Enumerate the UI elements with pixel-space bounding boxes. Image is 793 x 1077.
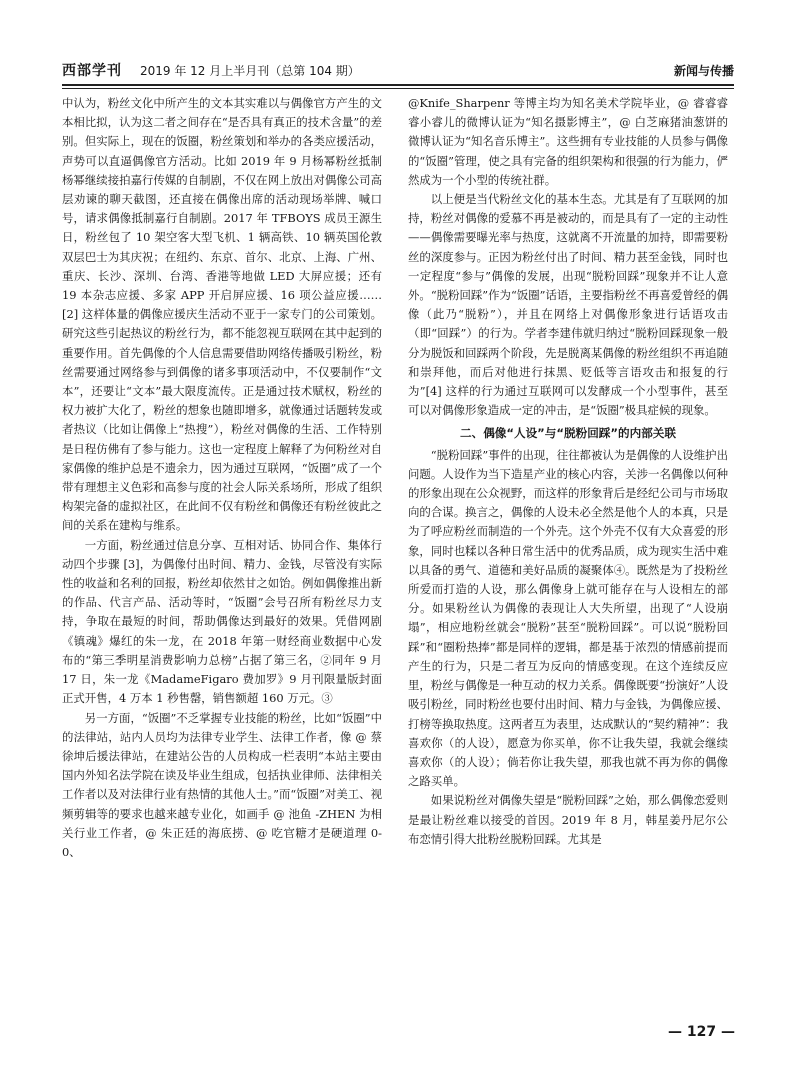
paragraph: 一方面，粉丝通过信息分享、互相对话、协同合作、集体行动四个步骤 [3]，为偶像付出时间、精力、金钱，尽管没有实际性的收益和名利的回报，粉丝却依然甘之如饴。例如偶像推出新的作品、代言产品、活动等时，“饭圈”会号召所有粉丝尽力支持，争取在最短的时间，帮助偶像达到最好的效果。凭借网剧《镇魂》爆红的朱一龙，在 2018 年第一财经商业数据中心发布的“第三季明星消费影响力总榜”占据了第三名，②同年 9 月 17 日，朱一龙《MadameFigaro 费加罗》9 月刊限量版封面正式开售，4 万本 1 秒售罄，销售额超 160 万元。③ [62,537,382,706]
page-number: — 127 — [668,1024,735,1040]
left-column [62,94,382,1012]
right-column [408,94,728,1012]
paragraph: 如果说粉丝对偶像失望是“脱粉回踩”之始，那么偶像恋爱则是最让粉丝难以接受的首因。2019 年 8 月，韩星姜丹尼尔公布恋情引得大批粉丝脱粉回踩。尤其是 [408,793,728,846]
journal-masthead: 西部学刊 [62,63,122,79]
issue-info: 2019 年 12 月上半月刊（总第 104 期） [140,64,360,78]
page-header [62,58,734,82]
header-rule-thick [62,84,734,86]
paragraph: @Knife_Sharpenr 等博主均为知名美术学院毕业，@ 睿睿睿睿小睿儿的微博认证为“知名摄影博主”，@ 白芝麻猪油葱饼的微博认证为“知名音乐博主”。这些拥有专业技能的人员参与偶像的“饭圈”管理，使之具有完备的组织架构和很强的行为能力，俨然成为一个小型的传统社群。 [408,96,728,187]
header-rule-thin [62,88,734,89]
paragraph: 以上便是当代粉丝文化的基本生态。尤其是有了互联网的加持，粉丝对偶像的爱慕不再是被动的，而是具有了一定的主动性——偶像需要曝光率与热度，这就离不开流量的加持，即需要粉丝的深度参与。正因为粉丝付出了时间、精力甚至金钱，同时也一定程度“参与”偶像的发展，出现“脱粉回踩”现象并不让人意外。“脱粉回踩”作为“饭圈”话语，主要指粉丝不再喜爱曾经的偶像（此乃“脱粉”），并且在网络上对偶像形象进行话语攻击（即“回踩”）的行为。学者李建伟就归纳过“脱粉回踩现象一般分为脱饭和回踩两个阶段，先是脱离某偶像的粉丝组织不再追随和崇拜他，而后对他进行抹黑、贬低等言语攻击和报复的行为”[4] 这样的行为通过互联网可以发酵成一个小型事件，甚至可以对偶像形象造成一定的冲击，是“饭圈”极具症候的现象。 [408,192,728,418]
section-title: 新闻与传播 [673,64,734,78]
section-heading: 二、偶像“人设”与“脱粉回踩”的内部关联 [460,426,676,441]
paragraph: 另一方面，“饭圈”不乏掌握专业技能的粉丝，比如“饭圈”中的法律站，站内人员均为法律专业学生、法律工作者，像 @ 蔡徐坤后援法律站，在建站公告的人员构成一栏表明“本站主要由国内外知名法学院在读及毕业生组成，包括执业律师、法律相关工作者以及对法律行业有热情的其他人士。”而“饭圈”对美工、视频剪辑等的要求也越来越专业化，如画手 @ 池鱼 -ZHEN 为相关行业工作者，@ 朱正廷的海底捞、@ 吃官糖才是硬道理 0-0、 [62,710,382,859]
paragraph: 中认为，粉丝文化中所产生的文本其实难以与偶像官方产生的文本相比拟，认为这二者之间存在“是否具有真正的技术含量”的差别。但实际上，现在的饭圈，粉丝策划和举办的各类应援活动，声势可以直逼偶像官方活动。比如 2019 年 9 月杨幂粉丝抵制杨幂继续接拍嘉行传媒的自制剧，不仅在网上放出对偶像公司高层劝谏的聊天截图，还直接在偶像出席的活动现场举牌、喊口号，请求偶像抵制嘉行自制剧。2017 年 TFBOYS 成员王源生日，粉丝包了 10 架空客大型飞机、1 辆高铁、10 辆英国伦敦双层巴士为其庆祝；在纽约、东京、首尔、北京、上海、广州、重庆、长沙、深圳、台湾、香港等地做 LED 大屏应援；还有 19 本杂志应援、多家 APP 开启屏应援、16 项公益应援……[2] 这样体量的偶像应援庆生活动不亚于一家专门的公司策划。研究这些引起热议的粉丝行为，都不能忽视互联网在其中起到的重要作用。首先偶像的个人信息需要借助网络传播吸引粉丝，粉丝需要通过网络参与到偶像的诸多事项活动中，不仅要制作“文本”，还要让“文本”最大限度流传。正是通过技术赋权，粉丝的权力被扩大化了，粉丝的想象也随即增多，就像通过话题转发或者热议（比如让偶像上“热搜”），粉丝对偶像的生活、工作特别是日程仿佛有了参与能力。这也一定程度上解释了为何粉丝对自家偶像的维护总是不遗余力，因为通过互联网，“饭圈”成了一个带有理想主义色彩和高参与度的社会人际关系场所，形成了组织构架完备的虚拟社区，在此间不仅有粉丝和偶像还有粉丝彼此之间的关系在建构与维系。 [62,96,382,533]
paragraph: “脱粉回踩”事件的出现，往往都被认为是偶像的人设维护出问题。人设作为当下造星产业的核心内容，关涉一名偶像以何种的形象出现在公众视野，而这样的形象背后是经纪公司与市场取向的合谋。换言之，偶像的人设未必全然是他个人的本真，只是为了呼应粉丝而制造的一个外壳。这个外壳不仅有大众喜爱的形象，同时也糅以各种日常生活中的优秀品质，成为现实生活中难以具备的勇气、道德和美好品质的凝聚体④。既然是为了投粉丝所爱而打造的人设，那么偶像身上就可能存在与人设相左的部分。如果粉丝认为偶像的表现让人大失所望，出现了“人设崩塌”，相应地粉丝就会“脱粉”甚至“脱粉回踩”。可以说“脱粉回踩”和“圈粉热捧”都是同样的逻辑，都是基于浓烈的情感前提而产生的行为，只是二者互为反向的情感变现。在这个连续反应里，粉丝与偶像是一种互动的权力关系。偶像既要“扮演好”人设吸引粉丝，同时粉丝也要付出时间、精力与金钱，为偶像应援、打榜等换取热度。这两者互为表里，达成默认的“契约精神”：我喜欢你（的人设），愿意为你买单，你不让我失望，我就会继续喜欢你（的人设）；倘若你让我失望，那我也就不再为你的偶像之路买单。 [408,447,728,789]
